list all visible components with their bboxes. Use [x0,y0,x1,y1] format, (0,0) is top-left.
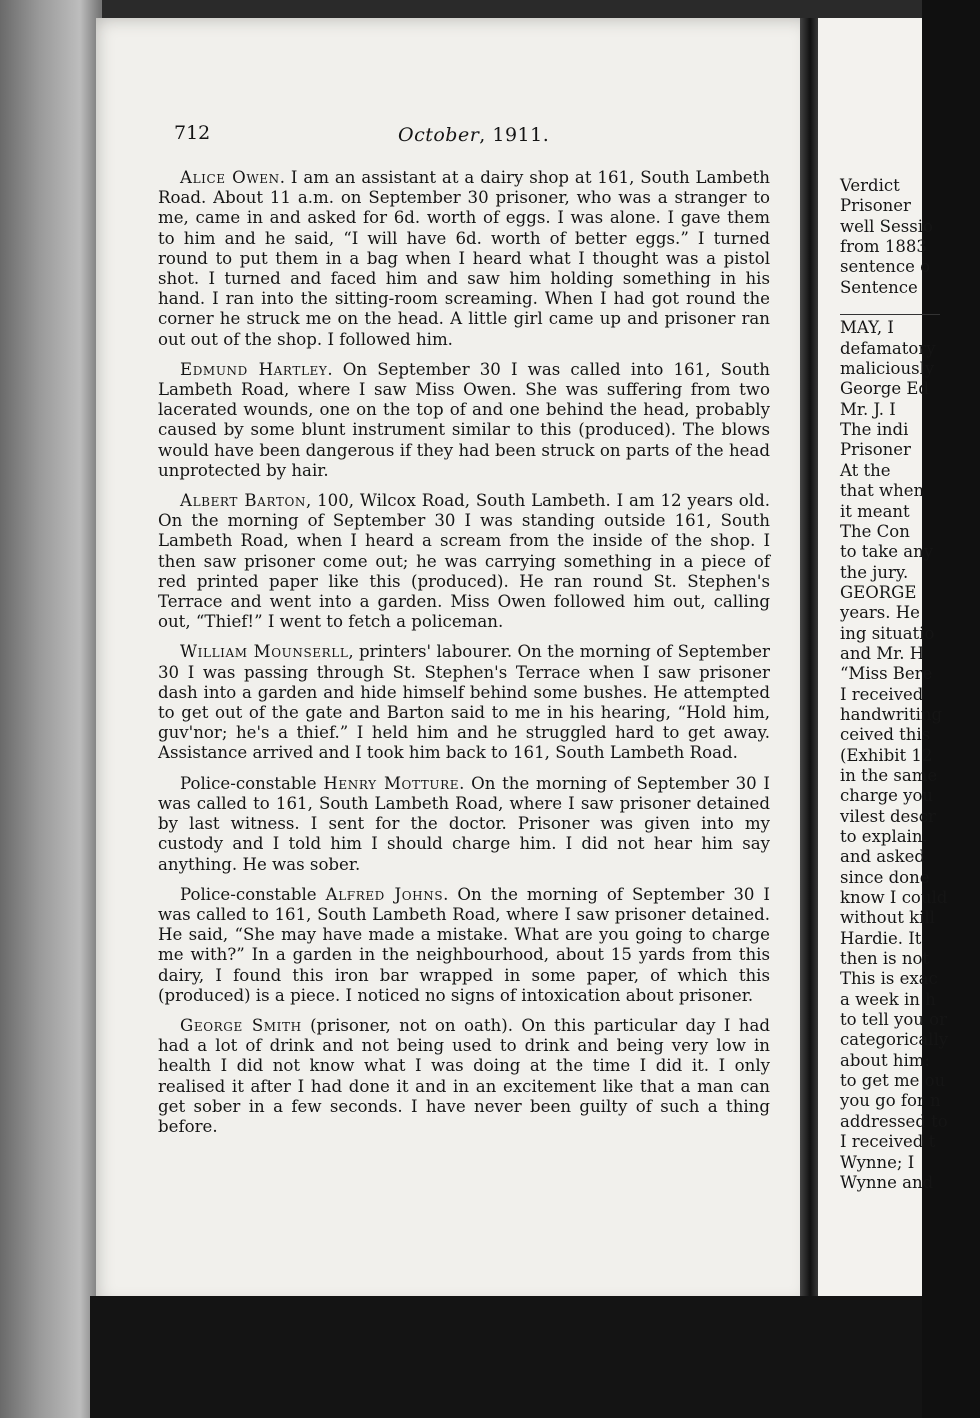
facing-page-line: to get me ou [840,1071,946,1091]
testimony-text: . On the morning of September 30 I was called to 161, South Lambeth Road, where I saw prisoner detained by last witness. I sent for the doctor. Prisoner was given into my custody and I told him I should charge him. I did not hear him say anything. He was sober. [158,773,770,874]
facing-page-line: categorically [840,1030,949,1050]
facing-page-line: then is not [840,949,930,969]
facing-page-line: Wynne; I [840,1152,915,1172]
facing-page-line: maliciously [840,359,935,379]
testimony-text: . On September 30 I was called into 161, South Lambeth Road, where I saw Miss Owen. She was suffering from two lacerated wounds, one on the top of and one behind the head, probably caused by some blunt instrument similar to this (produced). The blows would have been dangerous if they had been struck on parts of the head unprotected by hair. [158,359,770,480]
facing-page-line: This is exac [840,969,938,989]
speaker-name: Edmund Hartley [180,359,328,379]
testimony-text: . I am an assistant at a dairy shop at 161, South Lambeth Road. About 11 a.m. on September 30 prisoner, who was a stranger to me, came in and asked for 6d. worth of eggs. I was alone. I gave them to him and he said, “I will have 6d. worth of better eggs.” I turned round to put them in a bag when I heard what I thought was a pistol shot. I turned and faced him and saw him holding something in his hand. I ran into the sitting-room screaming. When I had got round the corner he struck me on the head. A little girl came up and prisoner ran out out of the shop. I followed him. [158,168,770,349]
testimony-text: , 100, Wilcox Road, South Lambeth. I am 12 years old. On the morning of September 30 I was standing outside 161, South Lambeth Road, when I heard a scream from the inside of the shop. I then saw prisoner come out; he was carrying something in a piece of red printed paper like this (produced). He ran round St. Stephen's Terrace and went into a garden. Miss Owen followed him out, calling out, “Thief!” I went to fetch a policeman. [158,491,770,632]
speaker-role: Police-constable [180,884,326,904]
facing-page-line: to take any [840,542,934,562]
facing-page-line: MAY, I [840,318,894,338]
testimony-paragraph [158,774,770,875]
scan-border-left [0,0,102,1418]
page-title-year: , 1911. [479,124,550,146]
facing-page-line: sentence o [840,257,931,277]
speaker-name: Alfred Johns [325,884,444,904]
speaker-role: Police-constable [180,773,324,793]
facing-page-line: George Ed [840,379,929,399]
facing-page-line: well Sessio [840,216,933,236]
testimony-text: , printers' labourer. On the morning of September 30 I was passing through St. Stephen's Terrace when I saw prisoner dash into a garden and hide himself behind some bushes. He attempted to get out of the gate and Barton said to me in his hearing, “Hold him, guv'nor; he's a thief.” I held him and he struggled hard to get away. Assistance arrived and I took him back to 161, South Lambeth Road. [158,642,770,763]
page-title-month: October [398,124,480,146]
speaker-name: Albert Barton [180,491,307,511]
facing-page-line: Mr. J. I [840,399,896,419]
facing-page-line: Sentence [840,277,918,297]
facing-page-line: Verdict [840,176,900,195]
facing-page [818,18,949,1296]
facing-page-line: I received [840,684,924,704]
facing-page-line: without kill [840,908,935,928]
facing-page-line: Prisoner [840,440,911,460]
facing-page-line: vilest descr [840,806,936,826]
facing-page-line: The indi [840,420,909,440]
facing-page-line: Prisoner [840,196,911,216]
facing-page-line: “Miss Bere [840,664,933,684]
speaker-name: Alice Owen [180,168,280,187]
facing-page-line: a week in h [840,989,936,1009]
facing-page-line: ing situatio [840,623,935,643]
testimony-paragraph [158,642,770,763]
facing-page-line: At the [840,460,891,480]
testimony-paragraph [158,360,770,481]
facing-page-line: to tell you or [840,1010,947,1030]
book-page [96,18,811,1306]
facing-page-line: charge you [840,786,934,806]
facing-page-line: in the same [840,765,938,785]
facing-page-line: defamatory [840,338,936,358]
transcript-body [158,168,770,1147]
facing-page-line: years. He [840,603,920,623]
facing-page-line: (Exhibit 12 [840,745,933,765]
facing-page-line: GEORGE [840,582,917,602]
facing-page-line: the jury. [840,562,909,582]
page-title [398,124,549,146]
page-number: 712 [174,122,211,144]
facing-page-line: The Con [840,521,910,541]
facing-page-line: Wynne and [840,1172,934,1192]
testimony-paragraph [158,1016,770,1137]
facing-page-line: and Mr. H [840,643,925,663]
testimony-paragraph [158,168,770,350]
facing-page-line: know I could [840,888,948,908]
page-header [96,104,811,144]
facing-page-rule [840,314,940,315]
facing-page-line [840,298,980,318]
facing-page-line: and asked [840,847,925,867]
scan-border-bottom [90,1296,922,1418]
facing-page-line: handwriting [840,704,943,724]
speaker-name: George Smith [180,1015,302,1035]
facing-page-column [840,176,980,1193]
facing-page-line: I received t [840,1132,936,1152]
facing-page-line: ceived this [840,725,931,745]
facing-page-line: Hardie. It [840,928,922,948]
testimony-paragraph [158,491,770,632]
speaker-name: William Mounserll [180,642,349,662]
facing-page-line: to explain. [840,827,928,846]
facing-page-line: since done [840,867,930,887]
facing-page-line: you go for n [840,1091,941,1111]
testimony-text: . On the morning of September 30 I was called to 161, South Lambeth Road, where I saw prisoner detained. He said, “She may have made a mistake. What are you going to charge me with?” In a garden in the neighbourhood, about 15 yards from this dairy, I found this iron bar wrapped in some paper, of which this (produced) is a piece. I noticed no signs of intoxication about prisoner. [158,884,770,1005]
facing-page-line: it meant [840,501,910,521]
facing-page-line: from 1883 [840,237,927,257]
testimony-paragraph [158,885,770,1006]
testimony-text: (prisoner, not on oath). On this particular day I had had a lot of drink and not being used to drink and being very low in health I did not know what I was doing at the time I did it. I only realised it after I had done it and in an excitement like that a man can get sober in a few seconds. I have never been guilty of such a thing before. [158,1015,770,1136]
speaker-name: Henry Motture [323,773,460,793]
facing-page-line: that when [840,481,925,501]
facing-page-line: about him: [840,1050,930,1070]
facing-page-line: addressed to [840,1111,948,1131]
